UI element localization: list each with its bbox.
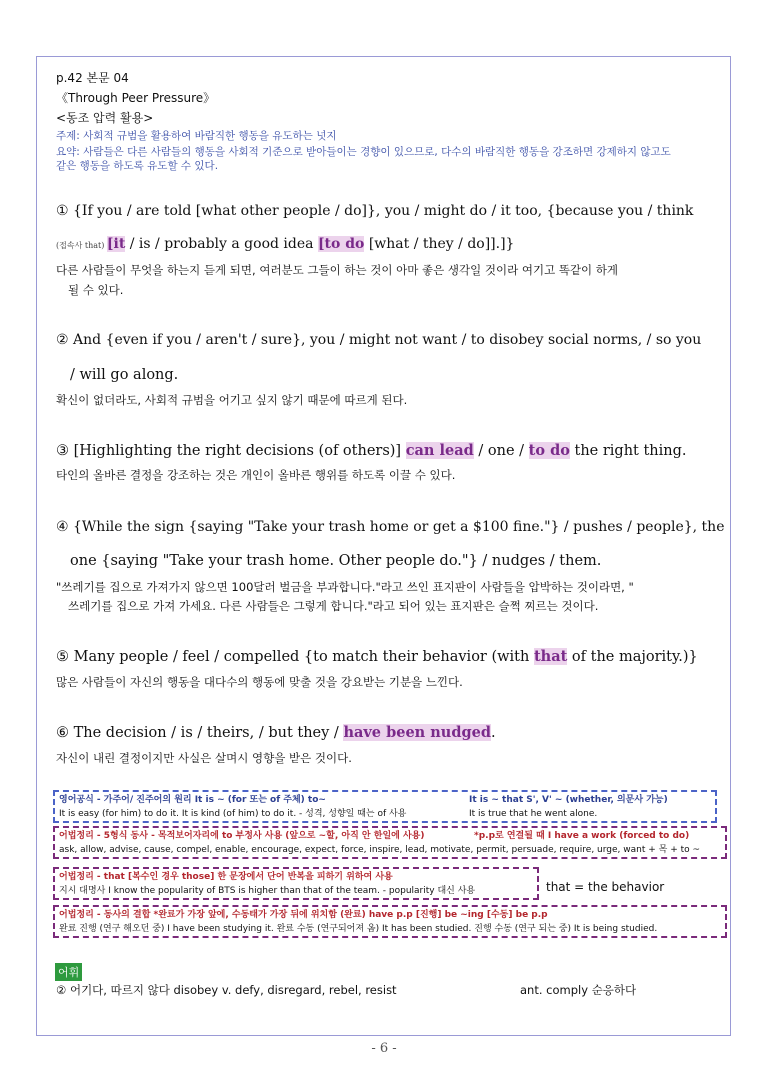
vocab-tag: 어휘 — [55, 963, 82, 981]
grammar-box-that-pronoun — [53, 867, 539, 900]
grammar-box-5th-verb — [53, 826, 727, 859]
sentence-1-line-2 — [56, 235, 716, 255]
sentence-2-line-1: ② And {even if you / aren't / sure}, you / might not want / to disobey social norms, / so you — [56, 332, 702, 348]
sentence-6-line-1 — [56, 724, 716, 742]
title-kr: <동조 압력 활용> — [56, 111, 154, 125]
grammar-box-verb-combination — [53, 905, 727, 938]
sentence-4-line-2: one {saying "Take your trash home. Other people do."} / nudges / them. — [70, 553, 602, 569]
sentence-3-head: ③ [Highlighting the right decisions (of others)] — [56, 443, 406, 459]
sentence-5-head: ⑤ Many people / feel / compelled {to match their behavior (with — [56, 649, 534, 665]
summary-line-2: 같은 행동을 하도록 유도할 수 있다. — [56, 160, 219, 172]
page-number: - 6 - — [371, 1041, 397, 1056]
sentence-4-translation-1: "쓰레기를 집으로 가져가지 않으면 100달러 벌금을 부과합니다."라고 쓰인 표지판이 사람들을 압박하는 것이라면, " — [56, 580, 634, 594]
topic: 주제: 사회적 규범을 활용하여 바람직한 행동을 유도하는 넛지 — [56, 130, 337, 142]
grammar-box-2-title: 어법정리 - 5형식 동사 - 목적보어자리에 to 부정사 사용 (앞으로 ~할, 아직 안 한일에 사용) — [59, 831, 425, 841]
vocab-entry-left: ② 어기다, 따르지 않다 disobey v. defy, disregard, rebel, resist — [56, 983, 397, 997]
sentence-3-line-1 — [56, 442, 716, 460]
grammar-box-4-title: 어법정리 - 동사의 결합 *완료가 가장 앞에, 수동태가 가장 뒤에 위치함 (완료) have p.p [진행] be ~ing [수동] be p.p — [59, 910, 548, 920]
sentence-1-line-1: ① {If you / are told [what other people / do]}, you / might do / it too, {because you / think — [56, 203, 694, 219]
grammar-box-1-title: 영어공식 - 가주어/ 진주어의 원리 It is ~ (for 또는 of 주체) to~ — [59, 795, 326, 805]
summary-line-1: 요약: 사람들은 다른 사람들의 행동을 사회적 기준으로 받아들이는 경향이 있으므로, 다수의 바람직한 행동을 강조하면 강제하지 않고도 — [56, 146, 671, 158]
grammar-box-1-example-right: It is true that he went alone. — [469, 809, 598, 819]
grammar-box-4-example: 완료 진행 (연구 해오던 중) I have been studying it. 완료 수동 (연구되어져 옴) It has been studied. 진행 수동 (연구 되는 중) It is being studied. — [59, 924, 658, 934]
grammar-box-1-example: It is easy (for him) to do it. It is kind (of him) to do it. - 성격, 성향일 때는 of 사용 — [59, 809, 407, 819]
sentence-1-translation-1: 다른 사람들이 무엇을 하는지 듣게 되면, 여러분도 그들이 하는 것이 아마 좋은 생각일 것이라 여기고 똑같이 하게 — [56, 263, 619, 277]
grammar-box-3-example: 지시 대명사 I know the popularity of BTS is higher than that of the team. - popularity 대신 사용 — [59, 886, 476, 896]
highlight-it: [it — [106, 236, 126, 252]
sentence-2-line-2: / will go along. — [70, 367, 179, 383]
grammar-box-extraposition — [53, 790, 717, 823]
highlight-to-do: [to do — [317, 236, 365, 252]
vocab-entry — [56, 982, 706, 998]
sentence-5-tail: of the majority.)} — [567, 649, 698, 665]
sentence-5-translation: 많은 사람들이 자신의 행동을 대다수의 행동에 맞출 것을 강요받는 기분을 느낀다. — [56, 675, 463, 689]
sentence-4-translation-2: 쓰레기를 집으로 가져 가세요. 다른 사람들은 그렇게 합니다."라고 되어 있는 표지판은 슬쩍 찌르는 것이다. — [68, 599, 599, 613]
page-ref: p.42 본문 04 — [56, 71, 129, 85]
title-en: 《Through Peer Pressure》 — [56, 91, 216, 105]
sentence-3-translation: 타인의 올바른 결정을 강조하는 것은 개인이 올바른 행위를 하도록 이끌 수 있다. — [56, 468, 456, 482]
grammar-box-2-title-right: *p.p로 연결될 때 I have a work (forced to do) — [474, 831, 690, 841]
sentence-3-tail: the right thing. — [569, 443, 687, 459]
sentence-1-translation-2: 될 수 있다. — [68, 283, 124, 297]
highlight-have-been-nudged: have been nudged — [343, 724, 491, 741]
sentence-1-prefix: (접속사 that) — [56, 241, 107, 250]
sentence-5-line-1 — [56, 648, 716, 666]
that-equals-note: that = the behavior — [546, 880, 665, 894]
vocab-entry-right: ant. comply 순응하다 — [520, 983, 637, 997]
sentence-6-translation: 자신이 내린 결정이지만 사실은 살며시 영향을 받은 것이다. — [56, 751, 352, 765]
grammar-box-1-title-right: It is ~ that S', V' ~ (whether, 의문사 가능) — [469, 795, 668, 805]
highlight-to-do-2: to do — [528, 442, 570, 459]
sentence-3-mid: / one / — [473, 443, 529, 459]
grammar-box-2-verbs: ask, allow, advise, cause, compel, enable, encourage, expect, force, inspire, lead, motivate, permit, persuade, require, urge, want + 목 + to ~ — [59, 845, 701, 855]
highlight-can-lead: can lead — [405, 442, 474, 459]
sentence-1-mid: / is / probably a good idea — [125, 236, 318, 252]
sentence-1-tail: [what / they / do]].]} — [364, 236, 515, 252]
sentence-6-head: ⑥ The decision / is / theirs, / but they / — [56, 725, 344, 741]
sentence-2-translation: 확신이 없더라도, 사회적 규범을 어기고 싶지 않기 때문에 따르게 된다. — [56, 393, 408, 407]
grammar-box-3-title: 어법정리 - that [복수인 경우 those] 한 문장에서 단어 반복을 피하기 위하여 사용 — [59, 872, 393, 882]
sentence-4-line-1: ④ {While the sign {saying "Take your trash home or get a $100 fine."} / pushes / people}, the — [56, 519, 725, 535]
highlight-that: that — [533, 648, 568, 665]
sentence-6-tail: . — [490, 725, 496, 741]
